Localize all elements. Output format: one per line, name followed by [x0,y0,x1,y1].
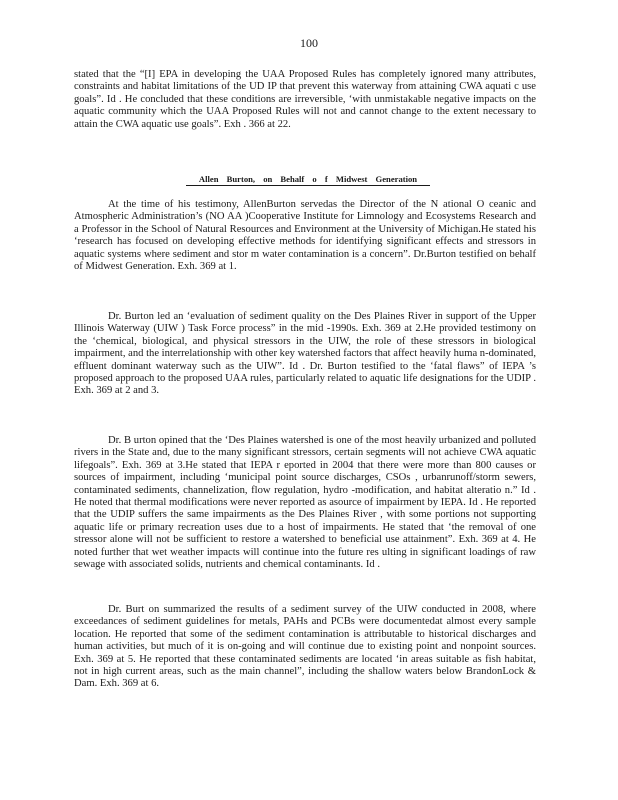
section-heading: Allen Burton, on Behalf o f Midwest Generation [186,174,430,186]
paragraph-text: Dr. Burton led an ‘evaluation of sediment quality on the Des Plaines River in support of the Upper Illinois Waterway (UIW ) Task Force process” in the mid -1990s. Exh. 369 at 2.He provided testimony on the ‘chemical, biological, and physical stressors in the UIW, the role of these stressors in biological impairment, and the interrelationship with other key watershed factors that affect heavily huma n-dominated, effluent dominant waterway such as the UIW”. Id . Dr. Burton testified to the ‘fatal flaws” of IEPA ’s proposed approach to the proposed UAA rules, particularly related to aquatic life designations for the UDIP . Exh. 369 at 2 and 3. [74,311,536,397]
paragraph-continuation [74,69,536,131]
paragraph-sediment-survey [74,604,536,691]
paragraph-text: At the time of his testimony, AllenBurton servedas the Director of the N ational O ceanic and Atmospheric Administration’s (NO AA )Cooperative Institute for Limnology and Ecosystems Research and a Professor in the School of Natural Resources and Environment at the University of Michigan.He stated his ‘research has focused on developing effective methods for identifying significant effects and stressors in aquatic systems where sediment and stor m water contamination is a concern”. Dr.Burton testified on behalf of Midwest Generation. Exh. 369 at 1. [74,199,536,273]
paragraph-text: Dr. B urton opined that the ‘Des Plaines watershed is one of the most heavily urbanized and polluted rivers in the State and, due to the many significant stressors, certain segments will not achieve CWA aquatic lifegoals”. Exh. 369 at 3.He stated that IEPA r eported in 2004 that there were more than 800 causes or sources of impairment, including ‘municipal point source discharges, CSOs , urbanrunoff/storm sewers, contaminated sediments, channelization, flow regulation, hydro -modification, and habitat alteratio n.” Id . He noted that thermal modifications were never reported as asource of impairment by IEPA. Id . He reported that the UDIP suffers the same impairments as the Des Plaines River , with some portions not supporting aquatic life or primary recreation uses due to a host of impairments. He stated that ‘the removal of one stressor alone will not be sufficient to restore a watershed to beneficial use attainment”. Exh. 369 at 4. He noted further that wet weather impacts will continue into the future res ulting in significant loadings of raw sewage with associated solids, nutrients and chemical contaminants. Id . [74,435,536,571]
paragraph-burton-intro [74,199,536,273]
paragraph-text: stated that the “[I] EPA in developing the UAA Proposed Rules has completely ignored many attributes, constraints and habitat limitations of the UD IP that prevent this waterway from attaining CWA aquati c use goals”. Id . He concluded that these conditions are irreversible, ‘with unmistakable negative impacts on the aquatic community which the UAA Proposed Rules will not and cannot change to the extent necessary to attain the CWA aquatic use goals”. Exh . 366 at 22. [74,69,536,130]
paragraph-des-plaines-watershed [74,435,536,571]
paragraph-text: Dr. Burt on summarized the results of a sediment survey of the UIW conducted in 2008, where exceedances of sediment guidelines for metals, PAHs and PCBs were documentedat almost every sample location. He reported that some of the sediment contamination is attributable to historical discharges and human activities, but much of it is on-going and will continue due to existing point and nonpoint sources. Exh. 369 at 5. He reported that these contaminated sediments are located ‘in areas suitable as fish habitat, not in high current areas, such as the main channel”, including the shallow waters below BrandonLock & Dam. Exh. 369 at 6. [74,604,536,690]
page-number: 100 [300,36,318,50]
paragraph-sediment-evaluation [74,311,536,398]
